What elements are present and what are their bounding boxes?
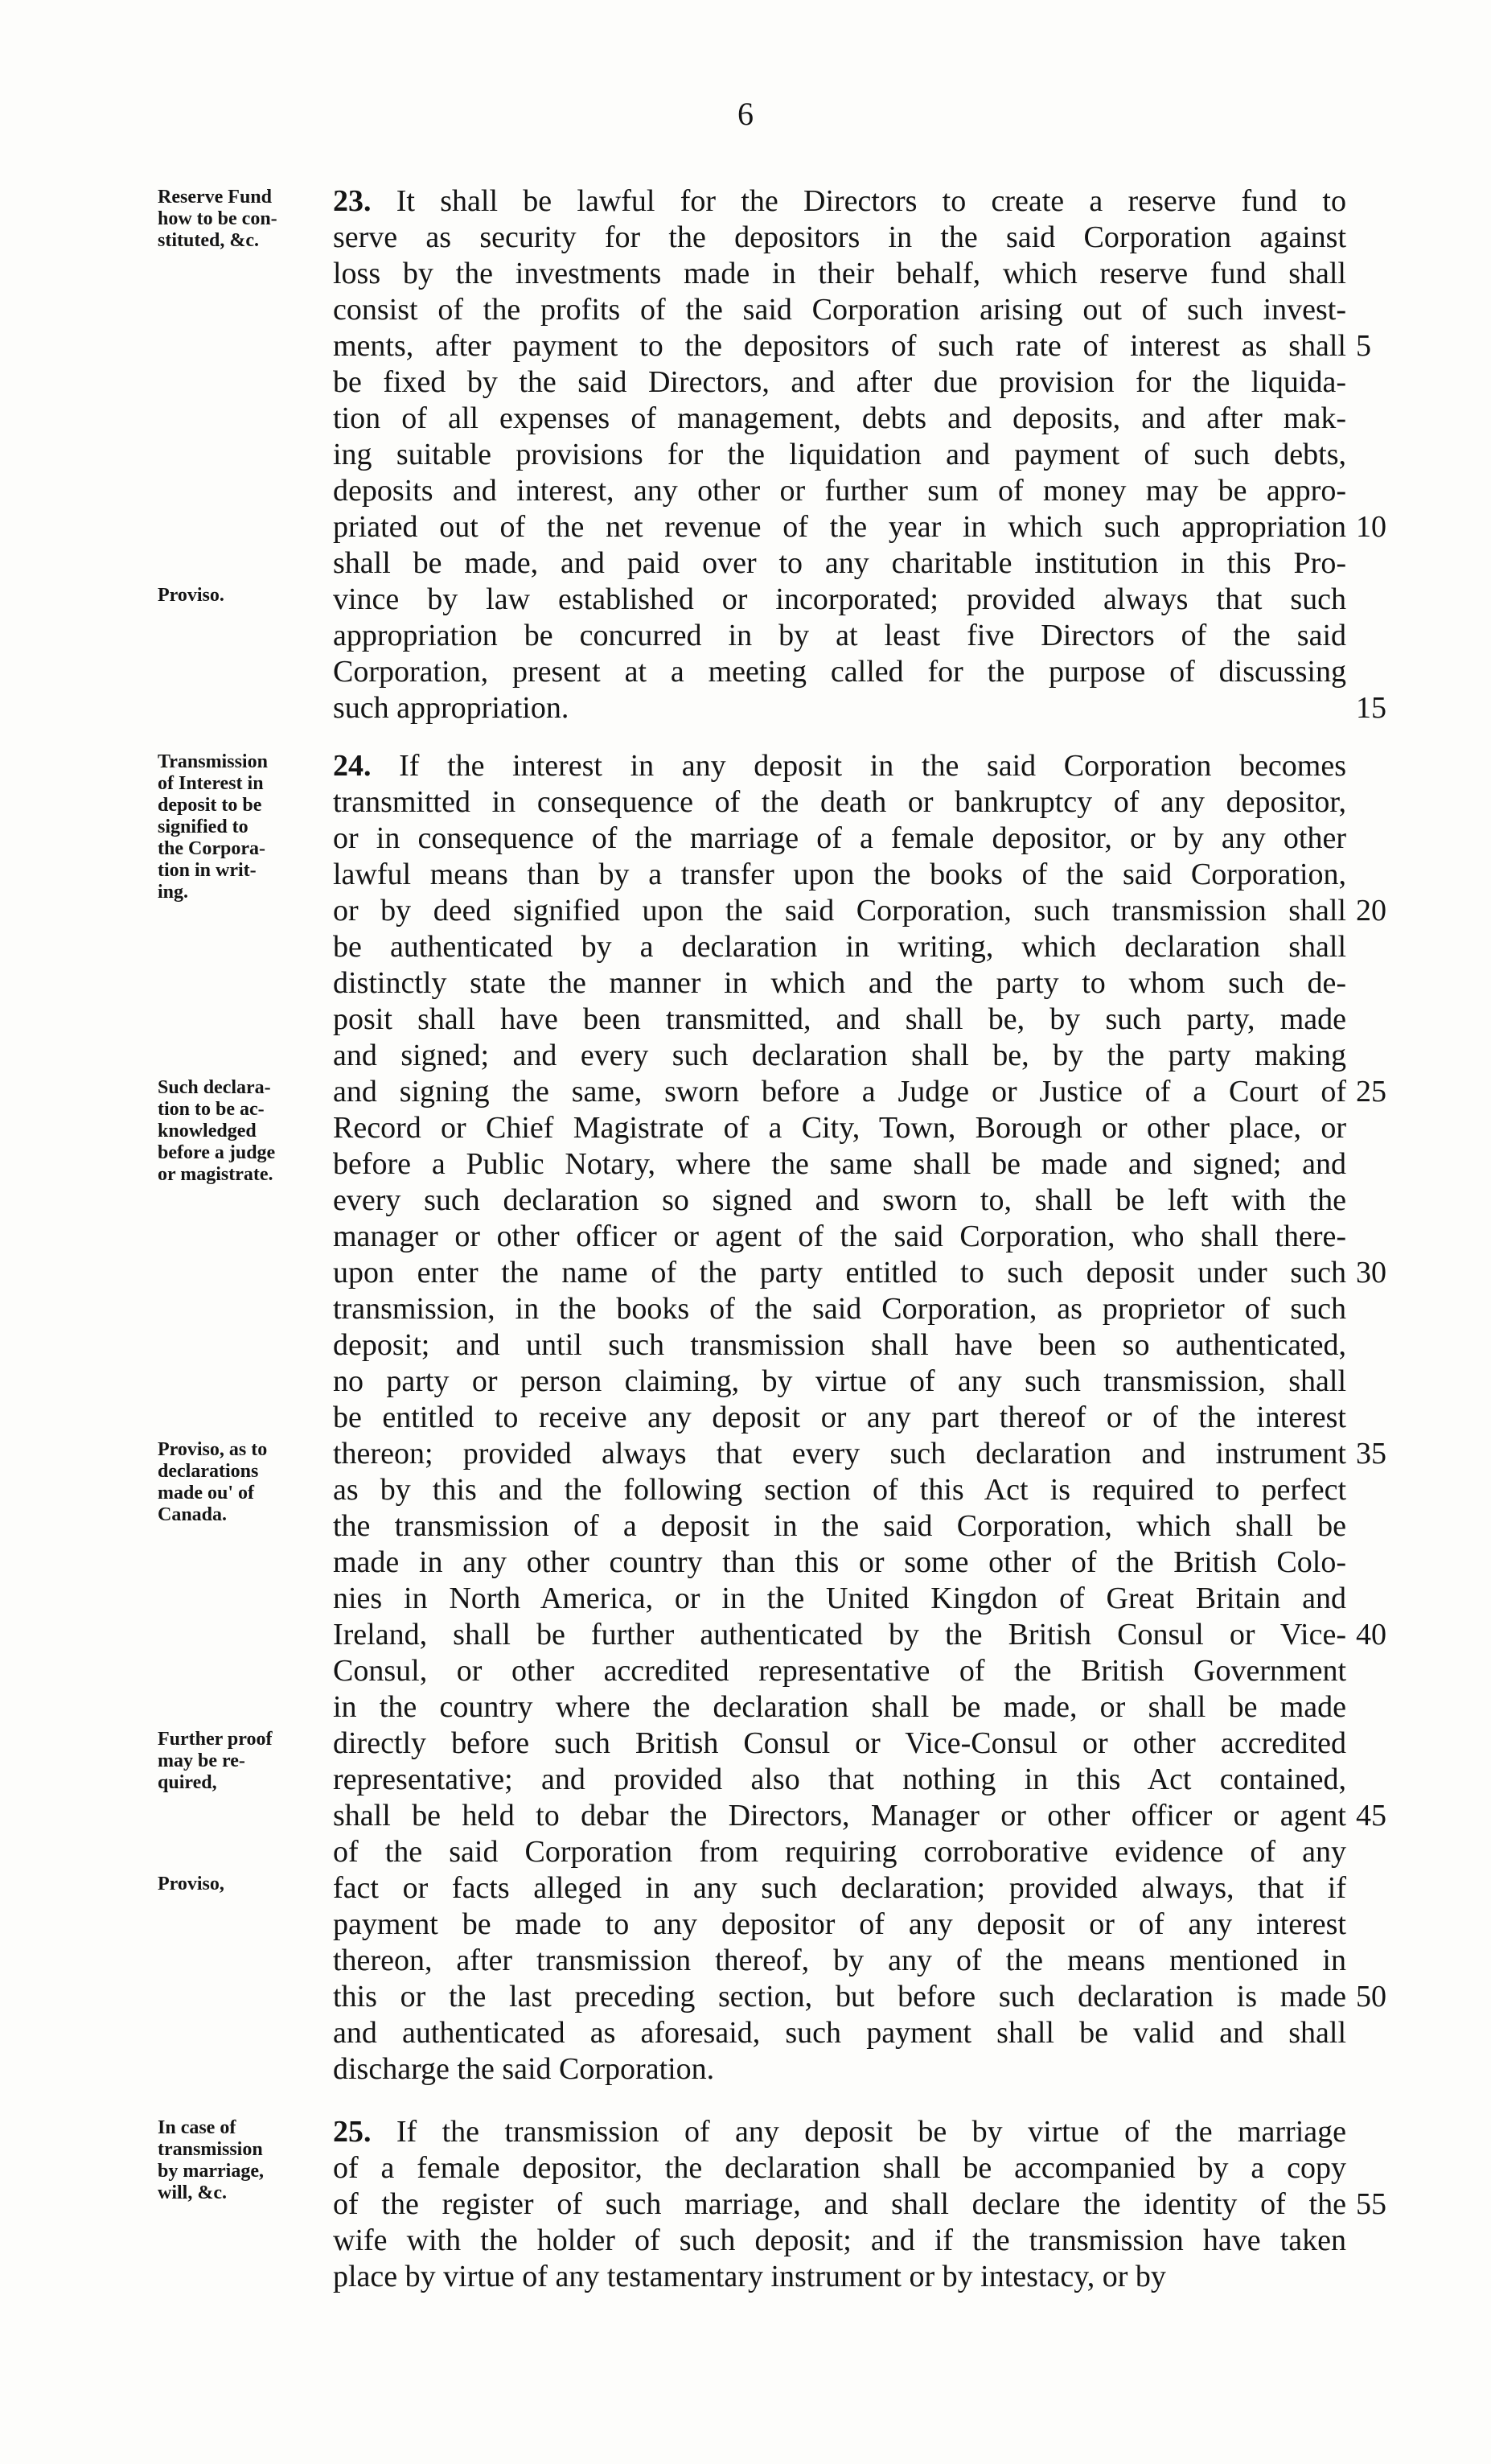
text-line <box>333 654 1346 690</box>
text-line <box>333 1653 1346 1689</box>
text-line <box>333 893 1346 929</box>
line-text: representative; and provided also that nothing in this Act contained, <box>333 1763 1346 1796</box>
text-line <box>333 1002 1346 1038</box>
line-text: or in consequence of the marriage of a female depositor, or by any other <box>333 821 1346 855</box>
line-text: be fixed by the said Directors, and after due provision for the liquida- <box>333 365 1346 399</box>
line-text: of a female depositor, the declaration shall be accompanied by a copy <box>333 2151 1346 2185</box>
text-line <box>333 1110 1346 1146</box>
line-text: posit shall have been transmitted, and shall be, by such party, made <box>333 1002 1346 1036</box>
line-number: 40 <box>1356 1618 1386 1652</box>
line-text: discharge the said Corporation. <box>333 2052 715 2086</box>
line-text: of the said Corporation from requiring corroborative evidence of any <box>333 1835 1346 1869</box>
line-number: 50 <box>1356 1980 1386 2014</box>
line-text: of the register of such marriage, and shall declare the identity of the <box>333 2187 1346 2221</box>
line-text: fact or facts alleged in any such declaration; provided always, that if <box>333 1871 1346 1905</box>
text-line <box>333 256 1346 292</box>
line-number: 35 <box>1356 1437 1386 1471</box>
text-line <box>333 1146 1346 1183</box>
marginal-note: Reserve Fund how to be con- stituted, &c. <box>158 187 277 251</box>
line-text: If the interest in any deposit in the said Corporation becomes <box>399 749 1346 783</box>
text-line <box>333 2186 1346 2223</box>
text-line <box>333 1255 1346 1291</box>
text-line <box>333 821 1346 857</box>
line-text: be entitled to receive any deposit or any part thereof or of the interest <box>333 1401 1346 1434</box>
marginal-note: Proviso, <box>158 1874 224 1894</box>
line-text: upon enter the name of the party entitled to such deposit under such <box>333 1256 1346 1290</box>
section-body <box>333 2114 1346 2295</box>
text-line <box>333 2051 1346 2088</box>
text-line <box>333 1943 1346 1979</box>
text-line <box>333 1472 1346 1508</box>
text-line <box>333 1545 1346 1581</box>
text-line <box>333 1907 1346 1943</box>
text-line <box>333 1219 1346 1255</box>
text-line <box>333 784 1346 821</box>
text-line <box>333 2150 1346 2186</box>
line-number: 55 <box>1356 2187 1386 2221</box>
text-line <box>333 1038 1346 1074</box>
text-line <box>333 1436 1346 1472</box>
text-line <box>333 618 1346 654</box>
line-text: shall be made, and paid over to any charitable institution in this Pro- <box>333 546 1346 580</box>
text-line <box>333 545 1346 582</box>
line-number: 10 <box>1356 510 1386 544</box>
text-line <box>333 582 1346 618</box>
line-text: the transmission of a deposit in the said Corporation, which shall be <box>333 1509 1346 1543</box>
text-line <box>333 2223 1346 2259</box>
page-number: 6 <box>737 96 754 132</box>
text-line <box>333 183 1346 220</box>
line-text: no party or person claiming, by virtue of any such transmission, shall <box>333 1364 1346 1398</box>
line-text: wife with the holder of such deposit; and if the transmission have taken <box>333 2223 1346 2257</box>
marginal-note: Further proof may be re- quired, <box>158 1729 273 1793</box>
line-text: transmitted in consequence of the death or bankruptcy of any depositor, <box>333 785 1346 819</box>
marginal-note: Such declara- tion to be ac- knowledged before a judge or magistrate. <box>158 1077 276 1185</box>
line-text: and signed; and every such declaration shall be, by the party making <box>333 1039 1346 1072</box>
text-line <box>333 1798 1346 1834</box>
line-text: deposits and interest, any other or further sum of money may be appro- <box>333 474 1346 508</box>
line-text: appropriation be concurred in by at least five Directors of the said <box>333 619 1346 652</box>
text-line <box>333 328 1346 364</box>
line-text: as by this and the following section of this Act is required to perfect <box>333 1473 1346 1507</box>
text-line <box>333 1979 1346 2015</box>
line-text: consist of the profits of the said Corporation arising out of such invest- <box>333 293 1346 327</box>
line-number: 15 <box>1356 691 1386 725</box>
line-text: and authenticated as aforesaid, such payment shall be valid and shall <box>333 2016 1346 2050</box>
line-text: tion of all expenses of management, debts and deposits, and after mak- <box>333 401 1346 435</box>
text-line <box>333 1762 1346 1798</box>
line-text: thereon; provided always that every such declaration and instrument <box>333 1437 1346 1471</box>
line-text: be authenticated by a declaration in writing, which declaration shall <box>333 930 1346 964</box>
line-text: ments, after payment to the depositors of such rate of interest as shall <box>333 329 1346 363</box>
line-text: Corporation, present at a meeting called for the purpose of discussing <box>333 655 1346 689</box>
section-body <box>333 748 1346 2088</box>
text-line <box>333 1834 1346 1870</box>
line-number: 5 <box>1356 329 1371 363</box>
line-text: or by deed signified upon the said Corporation, such transmission shall <box>333 894 1346 928</box>
text-line <box>333 292 1346 328</box>
section-body <box>333 183 1346 726</box>
marginal-note: Proviso, as to declarations made ou' of Canada. <box>158 1439 268 1525</box>
text-line <box>333 965 1346 1002</box>
text-line <box>333 1508 1346 1545</box>
section-number: 23. <box>333 184 372 218</box>
marginal-note: Transmission of Interest in deposit to be signified to the Corpora- tion in writ- ing. <box>158 751 268 903</box>
line-text: serve as security for the depositors in the said Corporation against <box>333 220 1346 254</box>
text-line <box>333 1327 1346 1364</box>
text-line <box>333 1617 1346 1653</box>
line-text: If the transmission of any deposit be by virtue of the marriage <box>396 2115 1346 2149</box>
text-line <box>333 690 1346 726</box>
line-text: priated out of the net revenue of the year in which such appropriation <box>333 510 1346 544</box>
line-text: transmission, in the books of the said Corporation, as proprietor of such <box>333 1292 1346 1326</box>
text-line <box>333 401 1346 437</box>
text-line <box>333 1689 1346 1726</box>
line-text: Ireland, shall be further authenticated by the British Consul or Vice- <box>333 1618 1346 1652</box>
line-text: distinctly state the manner in which and the party to whom such de- <box>333 966 1346 1000</box>
line-text: It shall be lawful for the Directors to create a reserve fund to <box>396 184 1346 218</box>
line-text: this or the last preceding section, but before such declaration is made <box>333 1980 1346 2014</box>
marginal-note: In case of transmission by marriage, will, &c. <box>158 2117 264 2203</box>
text-line <box>333 1726 1346 1762</box>
line-text: payment be made to any depositor of any deposit or of any interest <box>333 1907 1346 1941</box>
text-line <box>333 1183 1346 1219</box>
text-line <box>333 1291 1346 1327</box>
line-text: Consul, or other accredited representative of the British Government <box>333 1654 1346 1688</box>
line-number: 30 <box>1356 1256 1386 1290</box>
line-text: thereon, after transmission thereof, by any of the means mentioned in <box>333 1944 1346 1977</box>
line-text: every such declaration so signed and sworn to, shall be left with the <box>333 1183 1346 1217</box>
line-text: deposit; and until such transmission shall have been so authenticated, <box>333 1328 1346 1362</box>
text-line <box>333 1400 1346 1436</box>
line-text: nies in North America, or in the United Kingdon of Great Britain and <box>333 1582 1346 1615</box>
text-line <box>333 857 1346 893</box>
text-line <box>333 1870 1346 1907</box>
text-line <box>333 509 1346 545</box>
line-text: and signing the same, sworn before a Judge or Justice of a Court of <box>333 1075 1346 1109</box>
section-number: 24. <box>333 749 372 783</box>
text-line <box>333 929 1346 965</box>
line-text: directly before such British Consul or Vice-Consul or other accredited <box>333 1726 1346 1760</box>
line-number: 25 <box>1356 1075 1386 1109</box>
line-number: 20 <box>1356 894 1386 928</box>
line-text: place by virtue of any testamentary instrument or by intestacy, or by <box>333 2260 1166 2293</box>
marginal-note: Proviso. <box>158 585 224 606</box>
line-text: made in any other country than this or some other of the British Colo- <box>333 1545 1346 1579</box>
text-line <box>333 364 1346 401</box>
line-text: Record or Chief Magistrate of a City, Town, Borough or other place, or <box>333 1111 1346 1145</box>
line-text: lawful means than by a transfer upon the books of the said Corporation, <box>333 858 1346 891</box>
line-text: ing suitable provisions for the liquidation and payment of such debts, <box>333 438 1346 471</box>
line-text: before a Public Notary, where the same shall be made and signed; and <box>333 1147 1346 1181</box>
line-text: such appropriation. <box>333 691 569 725</box>
text-line <box>333 2114 1346 2150</box>
text-line <box>333 1074 1346 1110</box>
line-number: 45 <box>1356 1799 1386 1833</box>
text-line <box>333 220 1346 256</box>
text-line <box>333 1581 1346 1617</box>
text-line <box>333 437 1346 473</box>
line-text: manager or other officer or agent of the said Corporation, who shall there- <box>333 1220 1346 1253</box>
section-number: 25. <box>333 2115 372 2149</box>
line-text: vince by law established or incorporated; provided always that such <box>333 582 1346 616</box>
text-line <box>333 1364 1346 1400</box>
line-text: shall be held to debar the Directors, Manager or other officer or agent <box>333 1799 1346 1833</box>
text-line <box>333 748 1346 784</box>
text-line <box>333 473 1346 509</box>
line-text: loss by the investments made in their behalf, which reserve fund shall <box>333 257 1346 290</box>
text-line <box>333 2259 1346 2295</box>
line-text: in the country where the declaration shall be made, or shall be made <box>333 1690 1346 1724</box>
text-line <box>333 2015 1346 2051</box>
